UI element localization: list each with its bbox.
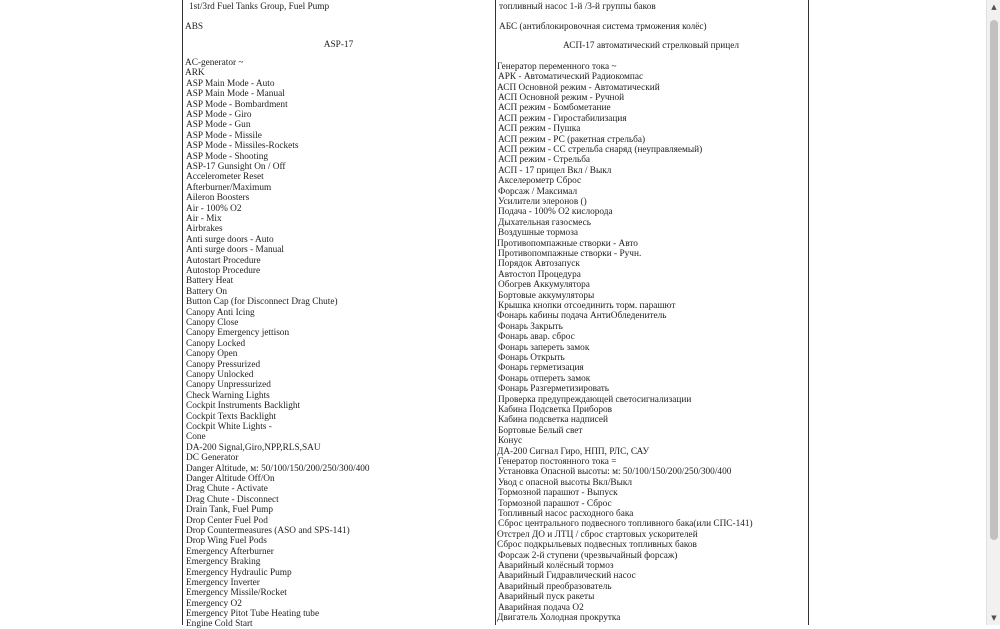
- list-item: Canopy Emergency jettison: [186, 328, 290, 338]
- list-item: Afterburner/Maximum: [186, 183, 272, 193]
- list-item: Anti surge doors - Manual: [186, 245, 284, 255]
- list-item: DC Generator: [186, 453, 239, 463]
- list-item: Battery Heat: [186, 276, 234, 286]
- list-item: Check Warning Lights: [186, 391, 270, 401]
- list-item: Фонарь кабины подача АнтиОбледенитель: [497, 311, 667, 321]
- list-item: Emergency O2: [186, 599, 242, 609]
- list-item: АСП режим - Гиростабилизация: [498, 114, 627, 124]
- list-item: Генератор переменного тока ~: [497, 62, 617, 72]
- list-item: Акселерометр Сброс: [498, 176, 582, 186]
- list-item: ASP Mode - Giro: [186, 110, 252, 120]
- list-item: Усилители элеронов (): [498, 197, 587, 207]
- list-item: Canopy Unpressurized: [186, 380, 271, 390]
- list-item: ASP Mode - Bombardment: [186, 100, 288, 110]
- column-divider: [495, 0, 496, 625]
- list-item: ASP Main Mode - Manual: [186, 89, 285, 99]
- list-item: Установка Опасной высоты: м: 50/100/150/200/250/300/400: [498, 467, 732, 477]
- scroll-thumb[interactable]: [990, 20, 998, 540]
- list-item: Сброс центрального подвесного топливного бака(или СПС-141): [498, 519, 753, 529]
- list-item: Canopy Close: [186, 318, 239, 328]
- list-item: Подача - 100% О2 кислорода: [498, 207, 613, 217]
- list-item: ABS: [185, 22, 204, 32]
- list-item: Accelerometer Reset: [186, 172, 264, 182]
- list-item: Аварийный колёсный тормоз: [498, 561, 614, 571]
- list-item: ASP Mode - Gun: [186, 120, 251, 130]
- list-item: ASP Mode - Missile: [186, 131, 262, 141]
- list-item: Топливный насос расходного бака: [498, 509, 634, 519]
- list-item: Фонарь герметизация: [498, 363, 584, 373]
- list-item: Аварийная подача О2: [498, 603, 584, 613]
- list-item: 1st/3rd Fuel Tanks Group, Fuel Pump: [189, 2, 330, 12]
- list-item: Аварийный Гидравлический насос: [498, 571, 636, 581]
- list-item: Canopy Unlocked: [186, 370, 254, 380]
- list-item: Drag Chute - Activate: [186, 484, 268, 494]
- list-item: Тормозной парашют - Сброс: [498, 499, 612, 509]
- list-item: АСП режим - СС стрельба снаряд (неуправляемый): [498, 145, 703, 155]
- list-item: Фонарь отпереть замок: [498, 374, 591, 384]
- list-item: Emergency Inverter: [186, 578, 260, 588]
- list-item: Аварийный пуск ракеты: [498, 592, 595, 602]
- list-item: Cockpit Texts Backlight: [186, 412, 277, 422]
- list-item: Battery On: [186, 287, 228, 297]
- list-item: Форсаж / Максимал: [498, 187, 578, 197]
- list-item: Canopy Locked: [186, 339, 246, 349]
- list-item: Дыхательная газосмесь: [498, 218, 591, 228]
- list-item: Emergency Pitot Tube Heating tube: [186, 609, 320, 619]
- list-item: Danger Altitude Off/On: [186, 474, 275, 484]
- list-item: DA-200 Signal,Giro,NPP,RLS,SAU: [186, 443, 321, 453]
- list-item: AC-generator ~: [185, 58, 244, 68]
- vertical-scrollbar[interactable]: [986, 0, 1000, 625]
- list-item: Cone: [186, 432, 206, 442]
- list-item: АСП режим - Бомбометание: [498, 103, 611, 113]
- list-item: Двигатель Холодная прокрутка: [497, 613, 621, 623]
- list-item: Emergency Braking: [186, 557, 261, 567]
- list-item: Canopy Anti Icing: [186, 308, 255, 318]
- list-item: Cockpit Instruments Backlight: [186, 401, 301, 411]
- list-item: Сброс подкрыльевых подвесных топливных баков: [497, 540, 697, 550]
- list-item: Кабина подсветка надписей: [498, 415, 609, 425]
- list-item: Drop Wing Fuel Pods: [186, 536, 267, 546]
- list-item: Air - Mix: [186, 214, 222, 224]
- list-item: ASP-17: [323, 40, 354, 50]
- list-item: ДА-200 Сигнал Гиро, НПП, РЛС, САУ: [497, 447, 650, 457]
- list-item: Конус: [498, 436, 523, 446]
- list-item: Autostart Procedure: [186, 256, 261, 266]
- list-item: Фонарь Закрыть: [498, 322, 563, 332]
- list-item: Autostop Procedure: [186, 266, 261, 276]
- list-item: Бортовые аккумуляторы: [498, 291, 595, 301]
- list-item: Aileron Boosters: [186, 193, 250, 203]
- list-item: Противопомпажные створки - Авто: [497, 239, 638, 249]
- list-item: Воздушные тормоза: [498, 228, 578, 238]
- list-item: Airbrakes: [186, 224, 223, 234]
- list-item: Drag Chute - Disconnect: [186, 495, 279, 505]
- list-item: Противопомпажные створки - Ручн.: [498, 249, 642, 259]
- list-item: Emergency Missile/Rocket: [186, 588, 287, 598]
- list-item: топливный насос 1-й /3-й группы баков: [499, 2, 656, 12]
- list-item: Увод с опасной высоты Вкл/Выкл: [498, 478, 633, 488]
- list-item: Drop Center Fuel Pod: [186, 516, 268, 526]
- list-item: ASP Mode - Missiles-Rockets: [186, 141, 299, 151]
- list-item: АРК - Автоматический Радиокомпас: [498, 72, 644, 82]
- list-item: Emergency Afterburner: [186, 547, 274, 557]
- list-item: Cockpit White Lights -: [186, 422, 272, 432]
- list-item: Аварийный преобразователь: [498, 582, 612, 592]
- list-item: Фонарь Разгерметизировать: [498, 384, 610, 394]
- list-item: Проверка предупреждающей светосигнализации: [498, 395, 692, 405]
- list-item: ASP Main Mode - Auto: [186, 79, 275, 89]
- list-item: АСП режим - РС (ракетная стрельба): [498, 135, 646, 145]
- scroll-up-icon[interactable]: ▲: [991, 3, 997, 11]
- list-item: Крышка кнопки отсоединить торм. парашют: [498, 301, 676, 311]
- list-item: Danger Altitude, м: 50/100/150/200/250/300/400: [186, 464, 370, 474]
- list-item: Отстрел ДО и ЛТЦ / сброс стартовых ускорителей: [497, 530, 698, 540]
- list-item: Engine Cold Start: [186, 619, 253, 629]
- list-item: Button Cap (for Disconnect Drag Chute): [186, 297, 338, 307]
- list-item: Фонарь Открыть: [498, 353, 565, 363]
- list-item: АСП режим - Стрельба: [498, 155, 591, 165]
- list-item: Canopy Pressurized: [186, 360, 261, 370]
- list-item: АСП - 17 прицел Вкл / Выкл: [498, 166, 612, 176]
- list-item: Бортовые Белый свет: [498, 426, 583, 436]
- list-item: ASP-17 Gunsight On / Off: [186, 162, 286, 172]
- document-table: [182, 0, 809, 629]
- list-item: Drain Tank, Fuel Pump: [186, 505, 273, 515]
- list-item: Форсаж 2-й ступени (чрезвычайный форсаж): [498, 551, 678, 561]
- list-item: Drop Countermeasures (ASO and SPS-141): [186, 526, 350, 536]
- list-item: Автостоп Процедура: [498, 270, 581, 280]
- list-item: ARK: [185, 68, 205, 78]
- list-item: АСП Основной режим - Автоматический: [497, 83, 660, 93]
- list-item: АСП режим - Пушка: [498, 124, 581, 134]
- scroll-down-icon[interactable]: ▼: [991, 614, 997, 622]
- list-item: Emergency Hydraulic Pump: [186, 568, 292, 578]
- list-item: АСП-17 автоматический стрелковый прицел: [563, 41, 739, 51]
- list-item: АСП Основной режим - Ручной: [498, 93, 625, 103]
- list-item: АБС (антиблокировочная система трможения колёс): [499, 22, 707, 32]
- list-item: Anti surge doors - Auto: [186, 235, 274, 245]
- list-item: Обогрев Аккумулятора: [498, 280, 590, 290]
- list-item: Кабина Подсветка Приборов: [498, 405, 613, 415]
- list-item: Порядок Автозапуск: [498, 259, 580, 269]
- list-item: Фонарь запереть замок: [498, 343, 590, 353]
- list-item: Air - 100% O2: [186, 204, 242, 214]
- list-item: Генератор постоянного тока =: [498, 457, 617, 467]
- list-item: Фонарь авар. сброс: [498, 332, 575, 342]
- list-item: Тормозной парашют - Выпуск: [498, 488, 618, 498]
- list-item: ASP Mode - Shooting: [186, 152, 269, 162]
- list-item: Canopy Open: [186, 349, 238, 359]
